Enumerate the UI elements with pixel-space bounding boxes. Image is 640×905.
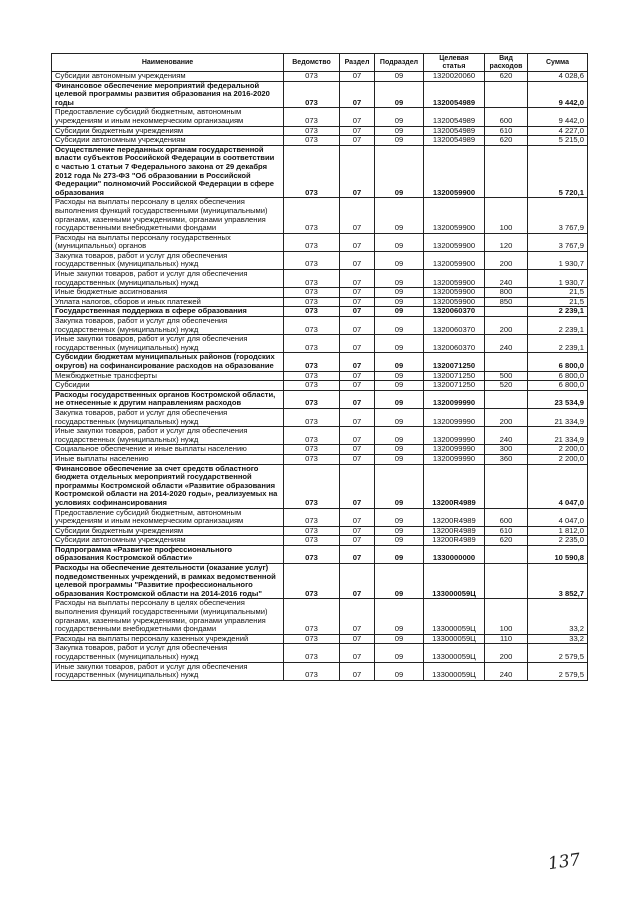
table-row [52, 108, 588, 126]
column-header-razdel: Раздел [340, 54, 375, 72]
row-sum-cell: 33,2 [528, 634, 588, 644]
row-name-cell: Иные выплаты населению [52, 454, 284, 464]
row-ved-cell: 073 [284, 307, 340, 317]
row-sum-cell: 2 239,1 [528, 307, 588, 317]
row-name-cell: Закупка товаров, работ и услуг для обеспечения государственных (муниципальных) нужд [52, 251, 284, 269]
row-ved-cell: 073 [284, 270, 340, 288]
row-expense-type-cell: 520 [485, 381, 528, 391]
row-ved-cell: 073 [284, 233, 340, 251]
row-podrazdel-cell: 09 [375, 335, 424, 353]
row-expense-type-cell [485, 353, 528, 371]
row-ved-cell: 073 [284, 136, 340, 146]
row-razdel-cell: 07 [340, 408, 375, 426]
row-sum-cell: 1 812,0 [528, 526, 588, 536]
row-razdel-cell: 07 [340, 445, 375, 455]
row-target-article-cell: 133000059Ц [424, 662, 485, 680]
row-sum-cell: 2 579,5 [528, 662, 588, 680]
row-expense-type-cell: 850 [485, 297, 528, 307]
row-podrazdel-cell: 09 [375, 634, 424, 644]
row-target-article-cell: 1320060370 [424, 317, 485, 335]
row-name-cell: Субсидии бюджетным учреждениям [52, 526, 284, 536]
row-podrazdel-cell: 09 [375, 445, 424, 455]
table-row [52, 126, 588, 136]
row-sum-cell: 6 800,0 [528, 353, 588, 371]
row-sum-cell: 9 442,0 [528, 108, 588, 126]
row-ved-cell: 073 [284, 464, 340, 508]
row-podrazdel-cell: 09 [375, 508, 424, 526]
row-podrazdel-cell: 09 [375, 317, 424, 335]
table-row [52, 297, 588, 307]
row-target-article-cell: 1320099990 [424, 427, 485, 445]
row-razdel-cell: 07 [340, 599, 375, 634]
row-expense-type-cell: 500 [485, 371, 528, 381]
row-podrazdel-cell: 09 [375, 251, 424, 269]
row-podrazdel-cell: 09 [375, 198, 424, 233]
row-razdel-cell: 07 [340, 454, 375, 464]
row-sum-cell: 4 028,6 [528, 72, 588, 82]
row-target-article-cell: 1320054989 [424, 126, 485, 136]
row-expense-type-cell [485, 145, 528, 198]
row-ved-cell: 073 [284, 408, 340, 426]
row-expense-type-cell: 200 [485, 644, 528, 662]
row-expense-type-cell [485, 545, 528, 563]
row-expense-type-cell: 600 [485, 508, 528, 526]
row-target-article-cell: 1320071250 [424, 353, 485, 371]
row-podrazdel-cell: 09 [375, 353, 424, 371]
row-ved-cell: 073 [284, 297, 340, 307]
row-name-cell: Иные закупки товаров, работ и услуг для обеспечения государственных (муниципальных) нужд [52, 335, 284, 353]
row-podrazdel-cell: 09 [375, 545, 424, 563]
row-sum-cell: 2 579,5 [528, 644, 588, 662]
table-row [52, 445, 588, 455]
page-number: 137 [546, 849, 582, 875]
row-ved-cell: 073 [284, 371, 340, 381]
row-ved-cell: 073 [284, 198, 340, 233]
row-name-cell: Межбюджетные трансферты [52, 371, 284, 381]
row-target-article-cell: 1320054989 [424, 108, 485, 126]
row-expense-type-cell: 610 [485, 126, 528, 136]
table-row [52, 307, 588, 317]
row-expense-type-cell: 100 [485, 599, 528, 634]
row-target-article-cell: 1320099990 [424, 390, 485, 408]
row-ved-cell: 073 [284, 381, 340, 391]
row-sum-cell: 23 534,9 [528, 390, 588, 408]
row-razdel-cell: 07 [340, 644, 375, 662]
row-ved-cell: 073 [284, 335, 340, 353]
table-row [52, 145, 588, 198]
row-name-cell: Государственная поддержка в сфере образования [52, 307, 284, 317]
row-expense-type-cell [485, 390, 528, 408]
table-row [52, 136, 588, 146]
row-target-article-cell: 13200R4989 [424, 508, 485, 526]
table-row [52, 662, 588, 680]
row-name-cell: Субсидии бюджетам муниципальных районов (городских округов) на софинансирование расходов на образование [52, 353, 284, 371]
row-podrazdel-cell: 09 [375, 72, 424, 82]
table-row [52, 288, 588, 298]
table-row [52, 427, 588, 445]
row-razdel-cell: 07 [340, 564, 375, 599]
row-razdel-cell: 07 [340, 371, 375, 381]
row-razdel-cell: 07 [340, 251, 375, 269]
row-expense-type-cell: 100 [485, 198, 528, 233]
row-razdel-cell: 07 [340, 317, 375, 335]
row-ved-cell: 073 [284, 454, 340, 464]
row-sum-cell: 2 200,0 [528, 454, 588, 464]
row-ved-cell: 073 [284, 251, 340, 269]
row-razdel-cell: 07 [340, 662, 375, 680]
row-expense-type-cell: 620 [485, 72, 528, 82]
row-sum-cell: 2 235,0 [528, 536, 588, 546]
table-row [52, 526, 588, 536]
row-ved-cell: 073 [284, 526, 340, 536]
row-razdel-cell: 07 [340, 508, 375, 526]
row-razdel-cell: 07 [340, 464, 375, 508]
row-ved-cell: 073 [284, 353, 340, 371]
table-row [52, 454, 588, 464]
row-ved-cell: 073 [284, 288, 340, 298]
row-name-cell: Субсидии автономным учреждениям [52, 136, 284, 146]
row-ved-cell: 073 [284, 508, 340, 526]
row-sum-cell: 4 047,0 [528, 508, 588, 526]
row-podrazdel-cell: 09 [375, 662, 424, 680]
table-row [52, 72, 588, 82]
row-podrazdel-cell: 09 [375, 408, 424, 426]
row-sum-cell: 6 800,0 [528, 381, 588, 391]
row-name-cell: Субсидии автономным учреждениям [52, 536, 284, 546]
row-razdel-cell: 07 [340, 297, 375, 307]
row-sum-cell: 9 442,0 [528, 81, 588, 108]
row-podrazdel-cell: 09 [375, 644, 424, 662]
row-expense-type-cell: 240 [485, 270, 528, 288]
row-podrazdel-cell: 09 [375, 108, 424, 126]
row-target-article-cell: 1320059900 [424, 198, 485, 233]
row-sum-cell: 3 852,7 [528, 564, 588, 599]
row-razdel-cell: 07 [340, 288, 375, 298]
table-row [52, 390, 588, 408]
row-name-cell: Подпрограмма «Развитие профессионального образования Костромской области» [52, 545, 284, 563]
row-target-article-cell: 1320059900 [424, 251, 485, 269]
row-razdel-cell: 07 [340, 136, 375, 146]
table-row [52, 251, 588, 269]
row-podrazdel-cell: 09 [375, 81, 424, 108]
row-ved-cell: 073 [284, 317, 340, 335]
row-ved-cell: 073 [284, 564, 340, 599]
row-sum-cell: 21,5 [528, 297, 588, 307]
row-name-cell: Предоставление субсидий бюджетным, автономным учреждениям и иным некоммерческим организациям [52, 108, 284, 126]
column-header-expense-type: Вид расходов [485, 54, 528, 72]
row-sum-cell: 33,2 [528, 599, 588, 634]
table-row [52, 353, 588, 371]
row-target-article-cell: 1320059900 [424, 288, 485, 298]
row-expense-type-cell: 600 [485, 108, 528, 126]
budget-sheet [51, 53, 587, 681]
row-target-article-cell: 13200R4989 [424, 536, 485, 546]
table-row [52, 564, 588, 599]
table-row [52, 536, 588, 546]
row-target-article-cell: 1320059900 [424, 270, 485, 288]
row-podrazdel-cell: 09 [375, 136, 424, 146]
row-name-cell: Уплата налогов, сборов и иных платежей [52, 297, 284, 307]
row-podrazdel-cell: 09 [375, 536, 424, 546]
row-ved-cell: 073 [284, 81, 340, 108]
row-razdel-cell: 07 [340, 198, 375, 233]
row-target-article-cell: 1320054989 [424, 81, 485, 108]
row-target-article-cell: 1320099990 [424, 445, 485, 455]
row-expense-type-cell: 620 [485, 536, 528, 546]
row-name-cell: Расходы на выплаты персоналу в целях обеспечения выполнения функций государственными (муниципальными) органами, казенными учреждениями, органами управления государственными внебюджетными фондами [52, 198, 284, 233]
row-ved-cell: 073 [284, 662, 340, 680]
budget-table [51, 53, 588, 681]
row-target-article-cell: 1320059900 [424, 145, 485, 198]
row-name-cell: Иные бюджетные ассигнования [52, 288, 284, 298]
row-razdel-cell: 07 [340, 536, 375, 546]
row-name-cell: Иные закупки товаров, работ и услуг для обеспечения государственных (муниципальных) нужд [52, 662, 284, 680]
row-podrazdel-cell: 09 [375, 390, 424, 408]
row-razdel-cell: 07 [340, 72, 375, 82]
row-name-cell: Иные закупки товаров, работ и услуг для обеспечения государственных (муниципальных) нужд [52, 270, 284, 288]
row-expense-type-cell: 120 [485, 233, 528, 251]
row-ved-cell: 073 [284, 390, 340, 408]
table-row [52, 508, 588, 526]
row-target-article-cell: 1320060370 [424, 335, 485, 353]
row-expense-type-cell: 360 [485, 454, 528, 464]
column-header-sum: Сумма [528, 54, 588, 72]
row-target-article-cell: 1320020060 [424, 72, 485, 82]
row-name-cell: Закупка товаров, работ и услуг для обеспечения государственных (муниципальных) нужд [52, 644, 284, 662]
row-podrazdel-cell: 09 [375, 126, 424, 136]
row-razdel-cell: 07 [340, 145, 375, 198]
table-row [52, 317, 588, 335]
row-name-cell: Субсидии автономным учреждениям [52, 72, 284, 82]
table-row [52, 81, 588, 108]
table-row [52, 644, 588, 662]
row-name-cell: Предоставление субсидий бюджетным, автономным учреждениям и иным некоммерческим организациям [52, 508, 284, 526]
row-expense-type-cell: 300 [485, 445, 528, 455]
row-name-cell: Субсидии бюджетным учреждениям [52, 126, 284, 136]
row-podrazdel-cell: 09 [375, 145, 424, 198]
row-razdel-cell: 07 [340, 126, 375, 136]
row-target-article-cell: 1320059900 [424, 297, 485, 307]
row-target-article-cell: 1330000000 [424, 545, 485, 563]
row-sum-cell: 1 930,7 [528, 270, 588, 288]
row-podrazdel-cell: 09 [375, 454, 424, 464]
row-sum-cell: 10 590,8 [528, 545, 588, 563]
row-razdel-cell: 07 [340, 545, 375, 563]
row-razdel-cell: 07 [340, 427, 375, 445]
column-header-ved: Ведомство [284, 54, 340, 72]
row-expense-type-cell [485, 81, 528, 108]
row-target-article-cell: 1320059900 [424, 233, 485, 251]
row-ved-cell: 073 [284, 427, 340, 445]
row-sum-cell: 21,5 [528, 288, 588, 298]
row-target-article-cell: 1320099990 [424, 454, 485, 464]
row-name-cell: Финансовое обеспечение мероприятий федеральной целевой программы развития образования на 2016-2020 годы [52, 81, 284, 108]
row-sum-cell: 2 239,1 [528, 317, 588, 335]
row-sum-cell: 21 334,9 [528, 408, 588, 426]
row-ved-cell: 073 [284, 126, 340, 136]
table-row [52, 464, 588, 508]
row-name-cell: Расходы на обеспечение деятельности (оказание услуг) подведомственных учреждений, в рамках ведомственной целевой программы "Развитие профессионального образования Костромской области на 2014-2016 годы" [52, 564, 284, 599]
table-row [52, 599, 588, 634]
row-ved-cell: 073 [284, 599, 340, 634]
row-sum-cell: 1 930,7 [528, 251, 588, 269]
row-podrazdel-cell: 09 [375, 297, 424, 307]
table-row [52, 371, 588, 381]
row-expense-type-cell: 240 [485, 427, 528, 445]
table-body [52, 72, 588, 681]
row-podrazdel-cell: 09 [375, 564, 424, 599]
row-expense-type-cell [485, 464, 528, 508]
row-sum-cell: 2 200,0 [528, 445, 588, 455]
row-razdel-cell: 07 [340, 381, 375, 391]
row-sum-cell: 5 215,0 [528, 136, 588, 146]
row-podrazdel-cell: 09 [375, 381, 424, 391]
row-name-cell: Иные закупки товаров, работ и услуг для обеспечения государственных (муниципальных) нужд [52, 427, 284, 445]
row-razdel-cell: 07 [340, 307, 375, 317]
row-expense-type-cell: 200 [485, 408, 528, 426]
row-razdel-cell: 07 [340, 233, 375, 251]
row-target-article-cell: 1320054989 [424, 136, 485, 146]
row-name-cell: Закупка товаров, работ и услуг для обеспечения государственных (муниципальных) нужд [52, 408, 284, 426]
row-ved-cell: 073 [284, 108, 340, 126]
table-row [52, 634, 588, 644]
table-row [52, 335, 588, 353]
table-row [52, 270, 588, 288]
row-ved-cell: 073 [284, 445, 340, 455]
row-expense-type-cell: 200 [485, 317, 528, 335]
row-target-article-cell: 133000059Ц [424, 564, 485, 599]
row-expense-type-cell: 240 [485, 662, 528, 680]
row-expense-type-cell: 620 [485, 136, 528, 146]
row-name-cell: Осуществление переданных органам государственной власти субъектов Российской Федерации в соответствии с частью 1 статьи 7 Федерального закона от 29 декабря 2012 года № 273-ФЗ "Об образовании в Российской Федерации" полномочий Российской Федерации в сфере образования [52, 145, 284, 198]
row-name-cell: Расходы на выплаты персоналу государственных (муниципальных) органов [52, 233, 284, 251]
row-name-cell: Субсидии [52, 381, 284, 391]
row-podrazdel-cell: 09 [375, 371, 424, 381]
row-ved-cell: 073 [284, 72, 340, 82]
row-ved-cell: 073 [284, 545, 340, 563]
row-expense-type-cell: 800 [485, 288, 528, 298]
row-razdel-cell: 07 [340, 634, 375, 644]
column-header-name: Наименование [52, 54, 284, 72]
row-podrazdel-cell: 09 [375, 288, 424, 298]
row-ved-cell: 073 [284, 644, 340, 662]
row-expense-type-cell: 200 [485, 251, 528, 269]
row-podrazdel-cell: 09 [375, 270, 424, 288]
row-razdel-cell: 07 [340, 108, 375, 126]
column-header-target-article: Целевая статья [424, 54, 485, 72]
row-target-article-cell: 133000059Ц [424, 644, 485, 662]
row-podrazdel-cell: 09 [375, 427, 424, 445]
table-row [52, 233, 588, 251]
row-target-article-cell: 1320099990 [424, 408, 485, 426]
row-podrazdel-cell: 09 [375, 307, 424, 317]
row-podrazdel-cell: 09 [375, 464, 424, 508]
row-expense-type-cell: 610 [485, 526, 528, 536]
row-podrazdel-cell: 09 [375, 526, 424, 536]
table-row [52, 545, 588, 563]
row-razdel-cell: 07 [340, 81, 375, 108]
row-razdel-cell: 07 [340, 335, 375, 353]
row-expense-type-cell [485, 564, 528, 599]
row-name-cell: Расходы на выплаты персоналу казенных учреждений [52, 634, 284, 644]
row-name-cell: Расходы на выплаты персоналу в целях обеспечения выполнения функций государственными (муниципальными) органами, казенными учреждениями, органами управления государственными внебюджетными фондами [52, 599, 284, 634]
row-ved-cell: 073 [284, 145, 340, 198]
row-razdel-cell: 07 [340, 526, 375, 536]
row-target-article-cell: 13200R4989 [424, 464, 485, 508]
row-sum-cell: 5 720,1 [528, 145, 588, 198]
row-razdel-cell: 07 [340, 390, 375, 408]
row-name-cell: Закупка товаров, работ и услуг для обеспечения государственных (муниципальных) нужд [52, 317, 284, 335]
column-header-podrazdel: Подраздел [375, 54, 424, 72]
row-sum-cell: 6 800,0 [528, 371, 588, 381]
row-target-article-cell: 133000059Ц [424, 599, 485, 634]
row-ved-cell: 073 [284, 536, 340, 546]
row-razdel-cell: 07 [340, 353, 375, 371]
row-name-cell: Финансовое обеспечение за счет средств областного бюджета отдельных мероприятий государственной программы Костромской области «Развитие образования Костромской области на 2014-2020 годы», реализуемых на условиях софинансирования [52, 464, 284, 508]
table-row [52, 198, 588, 233]
row-sum-cell: 4 227,0 [528, 126, 588, 136]
table-row [52, 408, 588, 426]
row-razdel-cell: 07 [340, 270, 375, 288]
table-row [52, 381, 588, 391]
row-target-article-cell: 13200R4989 [424, 526, 485, 536]
row-target-article-cell: 1320060370 [424, 307, 485, 317]
row-sum-cell: 3 767,9 [528, 233, 588, 251]
row-target-article-cell: 1320071250 [424, 371, 485, 381]
row-ved-cell: 073 [284, 634, 340, 644]
row-sum-cell: 21 334,9 [528, 427, 588, 445]
row-name-cell: Расходы государственных органов Костромской области, не отнесенные к другим направлениям расходов [52, 390, 284, 408]
row-target-article-cell: 133000059Ц [424, 634, 485, 644]
table-header-row [52, 54, 588, 72]
row-name-cell: Социальное обеспечение и иные выплаты населению [52, 445, 284, 455]
row-podrazdel-cell: 09 [375, 233, 424, 251]
row-sum-cell: 4 047,0 [528, 464, 588, 508]
row-expense-type-cell [485, 307, 528, 317]
row-target-article-cell: 1320071250 [424, 381, 485, 391]
row-podrazdel-cell: 09 [375, 599, 424, 634]
row-sum-cell: 3 767,9 [528, 198, 588, 233]
row-expense-type-cell: 110 [485, 634, 528, 644]
row-expense-type-cell: 240 [485, 335, 528, 353]
row-sum-cell: 2 239,1 [528, 335, 588, 353]
